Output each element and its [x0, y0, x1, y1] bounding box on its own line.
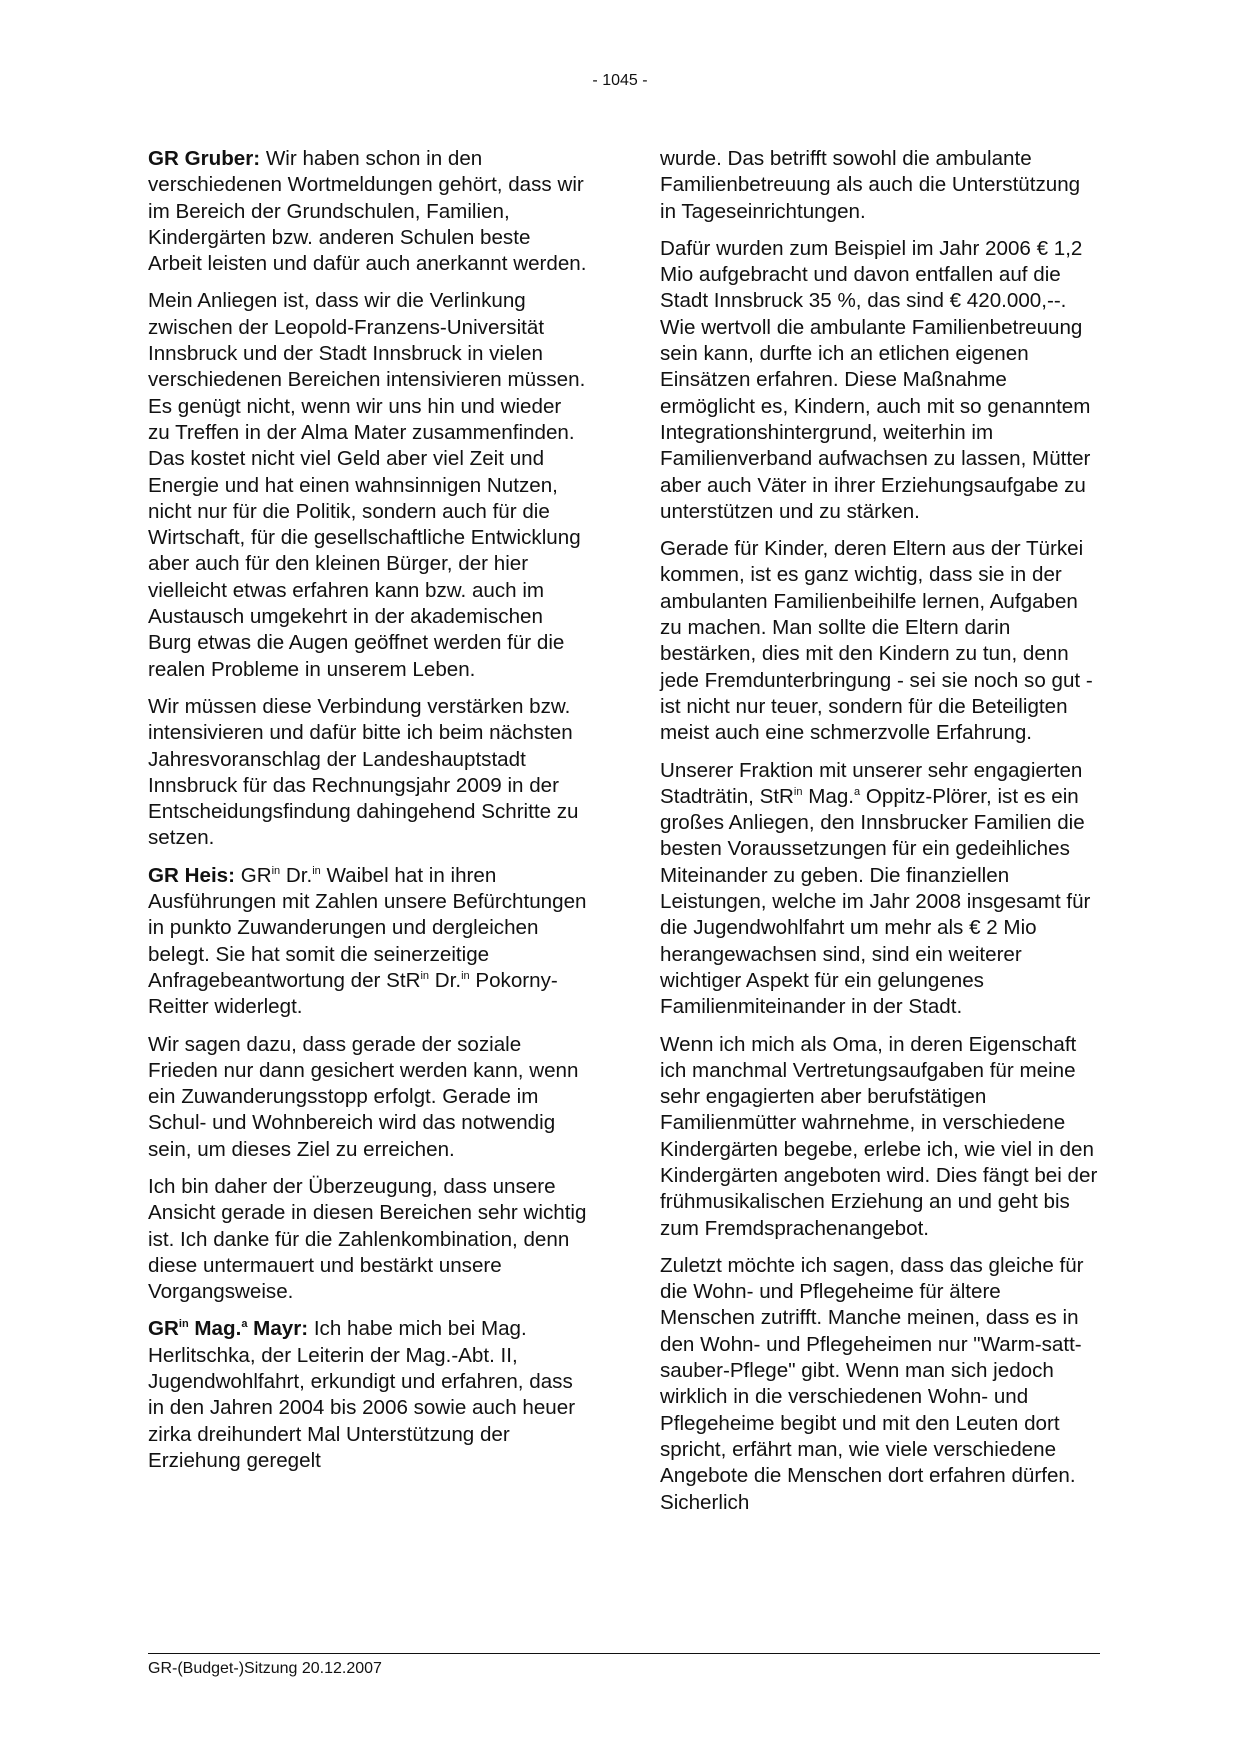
speaker-part: GR [148, 1317, 179, 1341]
superscript: in [793, 785, 803, 798]
paragraph-heis [148, 863, 588, 1021]
paragraph: Wenn ich mich als Oma, in deren Eigenschaft ich manchmal Vertretungsaufgaben für meine sehr engagierten aber berufstätigen Familienmütter wahrnehme, in verschiedene Kindergärten begebe, erlebe ich, wie viel in den Kindergärten angeboten wird. Dies fängt bei der frühmusikalischen Erziehung an und geht bis zum Fremdsprachenangebot. [660, 1032, 1098, 1240]
paragraph-gruber [148, 146, 588, 277]
speaker-name [148, 1317, 308, 1340]
superscript: in [178, 1318, 189, 1331]
paragraph-text: Ich habe mich bei Mag. Herlitschka, der Leiterin der Mag.-Abt. II, Jugendwohlfahrt, erkundigt und erfahren, dass in den Jahren 2004 bis 2006 sowie auch heuer zirka dreihundert Mal Unterstützung der Erziehung geregelt [148, 1317, 576, 1472]
paragraph: Dafür wurden zum Beispiel im Jahr 2006 € 1,2 Mio aufgebracht und davon entfallen auf die Stadt Innsbruck 35 %, das sind € 420.000,--. Wie wertvoll die ambulante Familienbetreuung sein kann, durfte ich an etlichen eigenen Einsätzen erfahren. Diese Maßnahme ermöglicht es, Kindern, auch mit so genanntem Integrationshintergrund, weiterhin im Familienverband aufwachsen zu lassen, Mütter aber auch Väter in ihrer Erziehungsaufgabe zu unterstützen und zu stärken. [660, 236, 1091, 523]
superscript: a [241, 1318, 248, 1331]
text-run: Mag. [802, 784, 854, 808]
text-run: Pokorny-Reitter widerlegt. [148, 968, 558, 1019]
paragraph: Wir sagen dazu, dass gerade der soziale Frieden nur dann gesichert werden kann, wenn ein Zuwanderungsstopp erfolgt. Gerade im Schul- und Wohnbereich wird das notwendig sein, um dieses Ziel zu erreichen. [148, 1032, 579, 1161]
text-run: Waibel hat in ihren Ausführungen mit Zahlen unsere Befürchtungen in punkto Zuwanderungen und dergleichen belegt. Sie hat somit die seinerzeitige Anfragebeantwortung der StR [148, 863, 587, 992]
paragraph: Ich bin daher der Überzeugung, dass unsere Ansicht gerade in diesen Bereichen sehr wichtig ist. Ich danke für die Zahlenkombination, denn diese untermauert und bestärkt unsere Vorgangsweise. [148, 1174, 587, 1304]
paragraph-mayr [148, 1316, 588, 1474]
speaker-part: Mag. [188, 1317, 242, 1341]
paragraph-text: Wir haben schon in den verschiedenen Wortmeldungen gehört, dass wir im Bereich der Grundschulen, Familien, Kindergärten bzw. anderen Schulen beste Arbeit leisten und dafür auch anerkannt werden. [148, 147, 587, 276]
left-column [148, 146, 588, 1485]
footer-session-label: GR-(Budget-)Sitzung 20.12.2007 [148, 1660, 382, 1677]
right-column [660, 146, 1100, 1527]
paragraph: Mein Anliegen ist, dass wir die Verlinkung zwischen der Leopold-Franzens-Universität Innsbruck und der Stadt Innsbruck in vielen verschiedenen Bereichen intensivieren müssen. Es genügt nicht, wenn wir uns hin und wieder zu Treffen in der Alma Mater zusammenfinden. Das kostet nicht viel Geld aber viel Zeit und Energie und hat einen wahnsinnigen Nutzen, nicht nur für die Politik, sondern auch für die Wirtschaft, für die gesellschaftliche Entwicklung aber auch für den kleinen Bürger, der hier vielleicht etwas erfahren kann bzw. auch im Austausch umgekehrt in der akademischen Burg etwas die Augen geöffnet werden für die realen Probleme in unserem Leben. [148, 289, 586, 681]
speaker-name: GR Heis: [148, 863, 235, 887]
superscript: in [271, 864, 281, 877]
footer-divider [148, 1653, 1100, 1654]
superscript: in [461, 969, 470, 982]
text-run: Oppitz-Plörer, ist es ein großes Anliegen, den Innsbrucker Familien die besten Voraussetzungen für ein gedeihliches Miteinander zu geben. Die finanziellen Leistungen, welche im Jahr 2008 insgesamt für die Jugendwohlfahrt um mehr als € 2 Mio herangewachsen sind, sind ein weiterer wichtiger Aspekt für ein gelungenes Familienmiteinander in der Stadt. [660, 784, 1091, 1019]
paragraph-fraktion [660, 758, 1100, 1021]
paragraph: wurde. Das betrifft sowohl die ambulante Familienbetreuung als auch die Unterstützung in Tageseinrichtungen. [660, 147, 1081, 223]
paragraph: Gerade für Kinder, deren Eltern aus der Türkei kommen, ist es ganz wichtig, dass sie in der ambulanten Familienbeihilfe lernen, Aufgaben zu machen. Man sollte die Eltern darin bestärken, dies mit den Kindern zu tun, denn jede Fremdunterbringung - sei sie noch so gut - ist nicht nur teuer, sondern für die Beteiligten meist auch eine schmerzvolle Erfahrung. [660, 537, 1093, 745]
superscript: in [312, 864, 321, 877]
paragraph: Zuletzt möchte ich sagen, dass das gleiche für die Wohn- und Pflegeheime für ältere Menschen zutrifft. Manche meinen, dass es in den Wohn- und Pflegeheimen nur "Warm-satt-sauber-Pflege" gibt. Wenn man sich jedoch wirklich in die verschiedenen Wohn- und Pflegeheime begibt und mit den Leuten dort spricht, erfährt man, wie viele verschiedene Angebote die Menschen dort erfahren dürfen. Sicherlich [660, 1253, 1084, 1514]
text-run: GR [234, 863, 272, 887]
speaker-part: Mayr: [247, 1317, 309, 1341]
paragraph: Wir müssen diese Verbindung verstärken bzw. intensivieren und dafür bitte ich beim nächsten Jahresvoranschlag der Landeshauptstadt Innsbruck für das Rechnungsjahr 2009 in der Entscheidungsfindung dahingehend Schritte zu setzen. [148, 694, 579, 850]
superscript: a [854, 785, 861, 798]
text-run: Dr. [280, 863, 313, 887]
page-number: - 1045 - [592, 72, 648, 89]
text-run: Dr. [429, 968, 462, 992]
text-run: Unserer Fraktion mit unserer sehr engagierten Stadträtin, StR [660, 758, 1083, 808]
superscript: in [420, 969, 430, 982]
speaker-name: GR Gruber: [148, 147, 261, 170]
